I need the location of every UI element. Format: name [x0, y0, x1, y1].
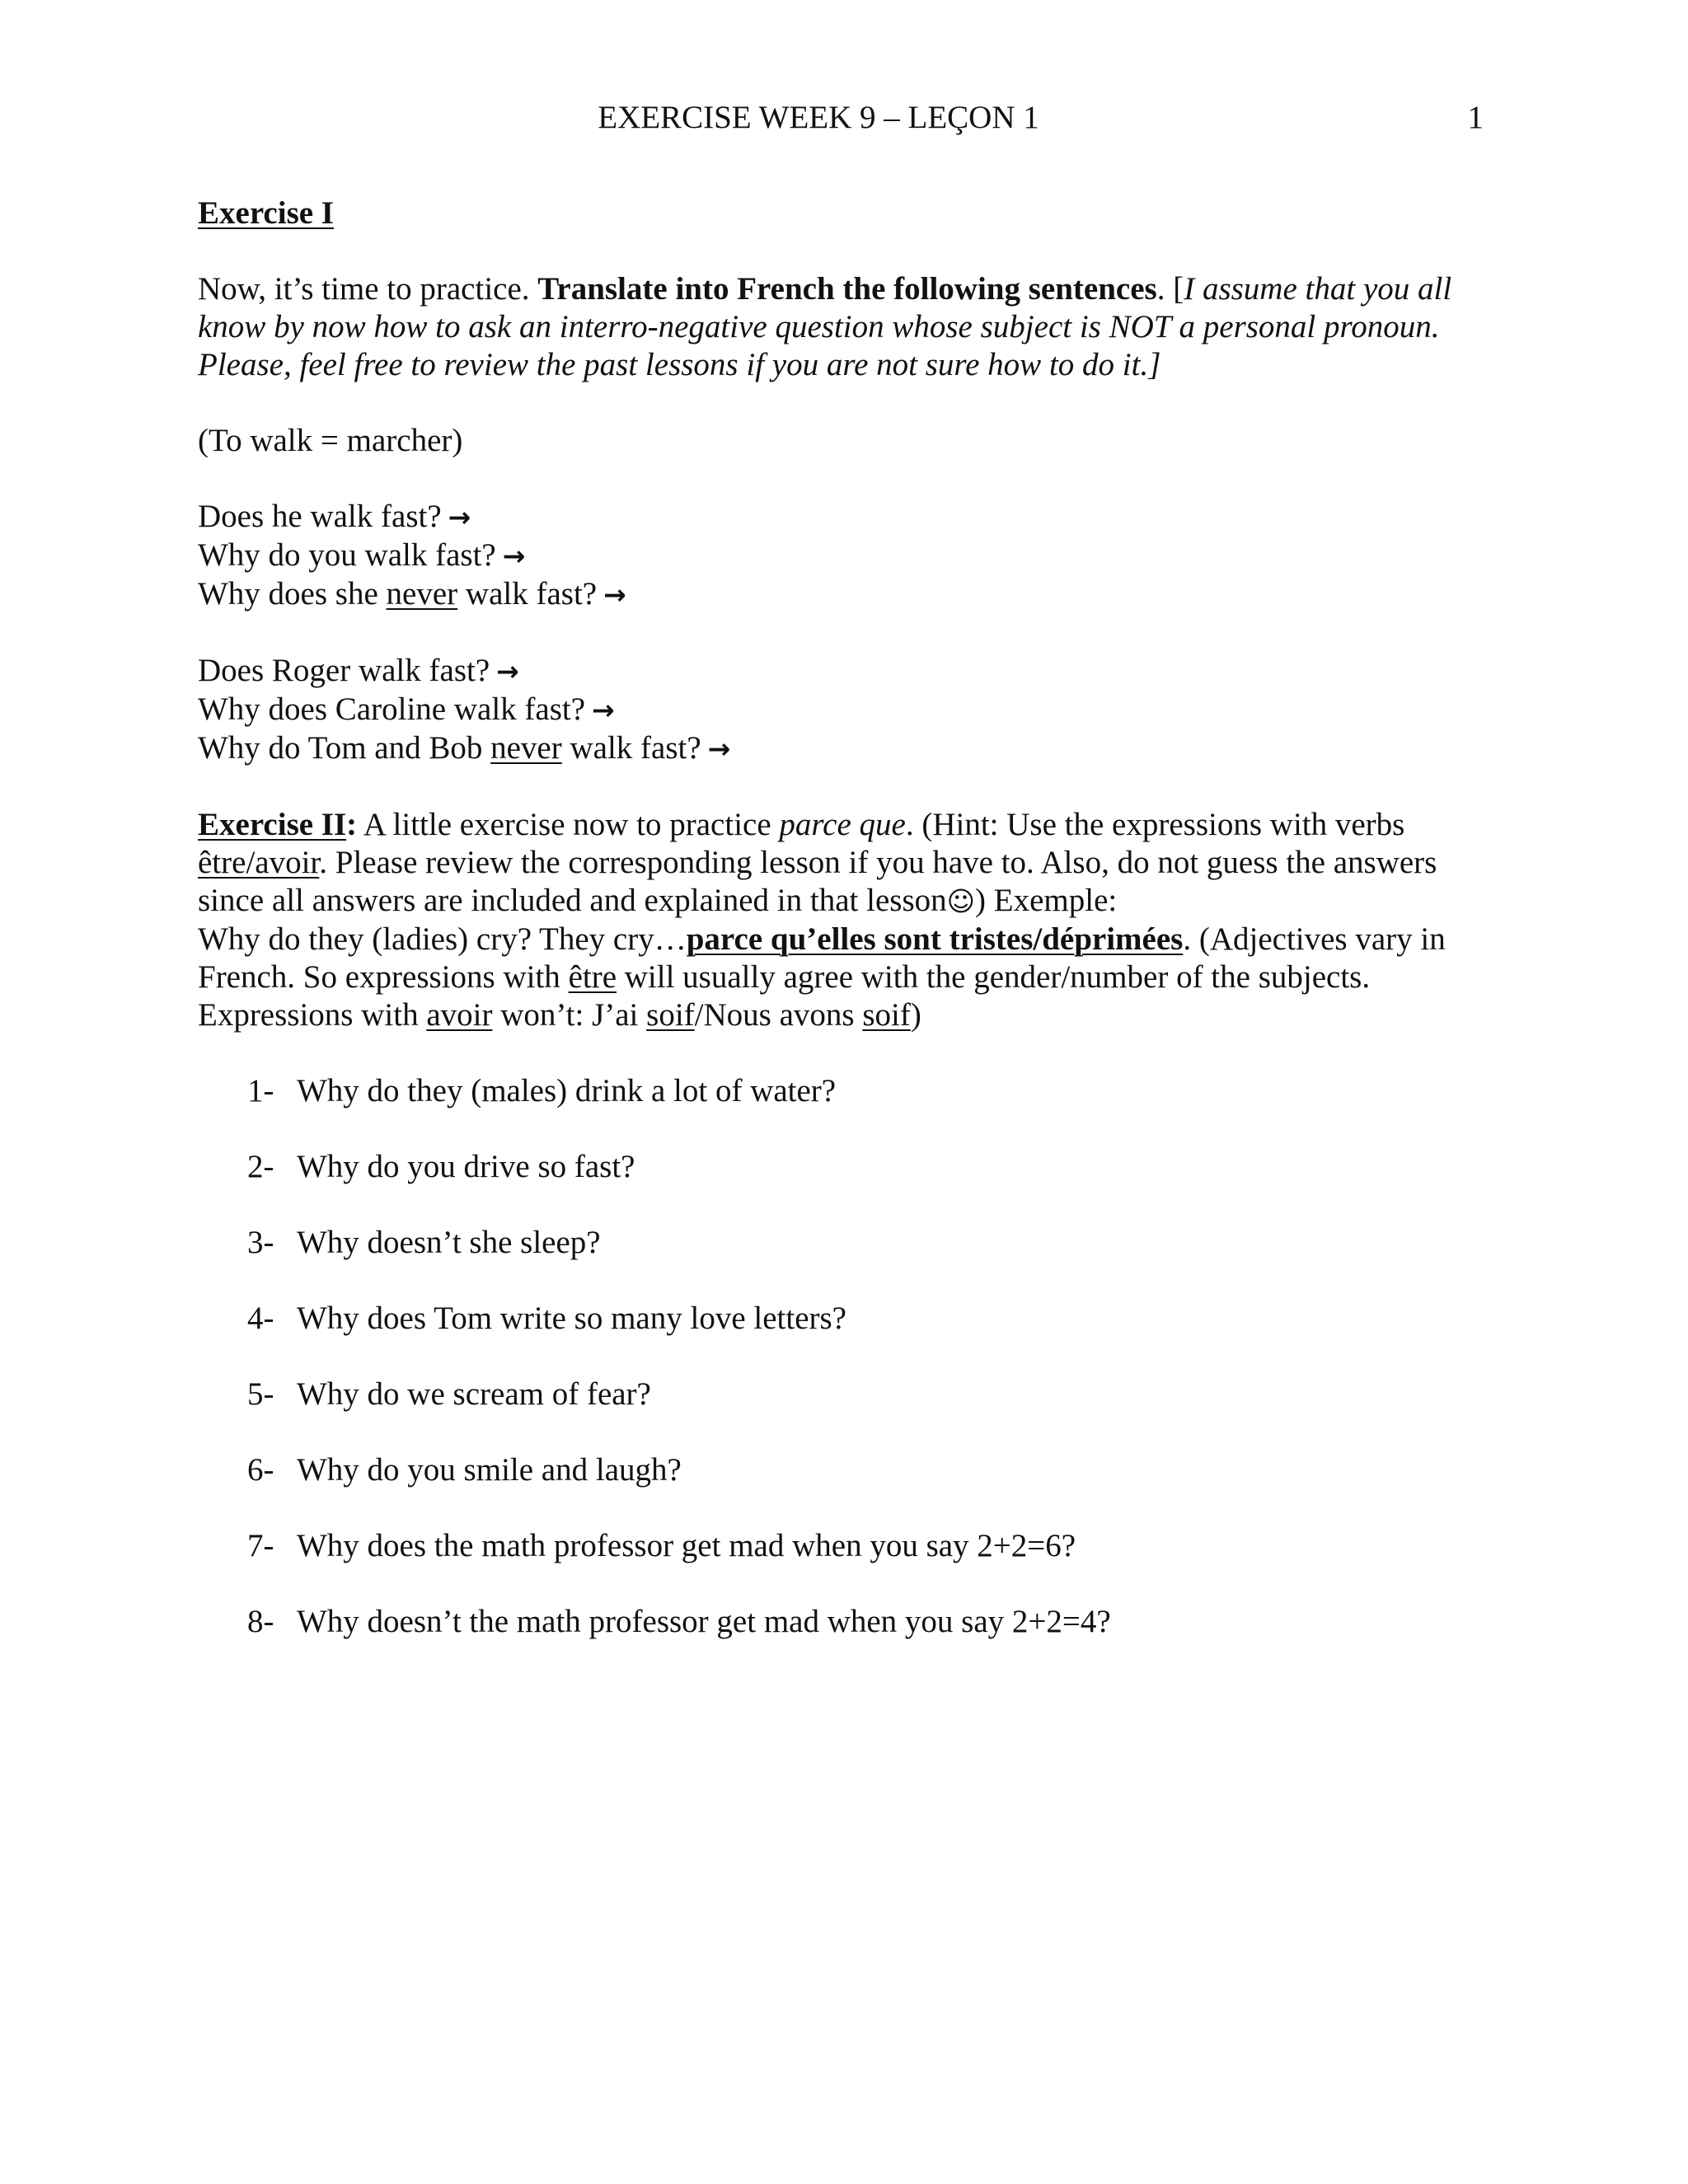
example-question: Why do they (ladies) cry? They cry…: [198, 921, 687, 957]
question-item: [198, 1603, 1500, 1641]
sentence-text-end: walk fast?: [457, 576, 598, 612]
question-list: [198, 1072, 1500, 1641]
right-arrow-icon: →: [496, 655, 519, 687]
question-item: [198, 1224, 1500, 1262]
sentence-text: Why do Tom and Bob: [198, 730, 491, 766]
question-number: 3-: [247, 1225, 274, 1260]
page-header-title: EXERCISE WEEK 9 – LEÇON 1: [598, 100, 1039, 135]
right-arrow-icon: →: [448, 501, 471, 533]
instructions-italic-note: I assume that you all know by now how to ask an interro-negative question whose subject is NOT a personal pronoun. Please, feel free to review the past lessons if you are not sure how to do it.]: [198, 271, 1452, 382]
sentence-text: Does Roger walk fast?: [198, 653, 490, 688]
example-avoir: avoir: [426, 997, 493, 1033]
exercise-2-parce-que: parce que: [779, 807, 906, 842]
question-number: 5-: [247, 1376, 274, 1412]
document-body: [198, 194, 1500, 1679]
exercise-2-text-4: ) Exemple:: [975, 883, 1118, 918]
instructions-intro: Now, it’s time to practice.: [198, 271, 538, 307]
exercise-2-paragraph: [198, 806, 1500, 1034]
example-answer: parce qu’elles sont tristes/déprimées: [686, 921, 1184, 957]
sentence-line: [198, 729, 1500, 768]
example-text-4: /Nous avons: [694, 997, 863, 1033]
question-number: 2-: [247, 1149, 274, 1184]
sentence-underlined-word: never: [386, 576, 458, 612]
question-text: Why does the math professor get mad when you say 2+2=6?: [297, 1528, 1076, 1563]
exercise-1-instructions: [198, 270, 1500, 384]
question-text: Why do you smile and laugh?: [297, 1452, 682, 1488]
example-text-3: won’t: J’ai: [492, 997, 647, 1033]
right-arrow-icon: →: [592, 694, 615, 726]
sentence-text: Why do you walk fast?: [198, 537, 496, 573]
exercise-2-text-2: . (Hint: Use the expressions with verbs: [905, 807, 1405, 842]
instructions-bracket: . [: [1156, 271, 1184, 307]
sentence-text: Does he walk fast?: [198, 499, 442, 534]
question-text: Why doesn’t she sleep?: [297, 1225, 601, 1260]
example-etre: être: [568, 959, 617, 995]
right-arrow-icon: →: [603, 579, 626, 611]
question-text: Why do we scream of fear?: [297, 1376, 651, 1412]
example-soif-2: soif: [862, 997, 911, 1033]
exercise-1-heading-text: Exercise I: [198, 195, 334, 231]
question-text: Why does Tom write so many love letters?: [297, 1301, 846, 1336]
sentence-line: [198, 691, 1500, 729]
question-number: 8-: [247, 1604, 274, 1639]
question-item: [198, 1451, 1500, 1489]
sentence-line: [198, 498, 1500, 537]
sentence-text: Why does Caroline walk fast?: [198, 691, 586, 727]
sentence-group-2: [198, 652, 1500, 768]
question-text: Why do you drive so fast?: [297, 1149, 635, 1184]
sentence-line: [198, 652, 1500, 691]
question-item: [198, 1148, 1500, 1186]
exercise-2-heading: Exercise II: [198, 807, 347, 842]
exercise-2-text-3: . Please review the corresponding lesson if you have to. Also, do not guess the answers since all answers are included and explained in that lesson: [198, 845, 1437, 918]
exercise-2-etre-avoir: être/avoir: [198, 845, 320, 880]
example-text-2: will usually agree with the gender/number of the subjects. Expressions with: [198, 959, 1371, 1033]
question-item: [198, 1300, 1500, 1338]
page-number: 1: [1467, 100, 1484, 135]
example-text-1: . (Adjectives vary in French. So expressions with: [198, 921, 1446, 995]
exercise-1-heading: [198, 194, 1500, 232]
question-item: [198, 1527, 1500, 1565]
vocabulary-note: (To walk = marcher): [198, 423, 463, 458]
sentence-text: Why does she: [198, 576, 387, 612]
question-number: 4-: [247, 1301, 274, 1336]
example-text-5: ): [910, 997, 921, 1033]
sentence-line: [198, 537, 1500, 575]
right-arrow-icon: →: [502, 540, 526, 572]
question-text: Why do they (males) drink a lot of water?: [297, 1073, 837, 1108]
sentence-line: [198, 575, 1500, 614]
smiley-icon: ☺: [946, 885, 976, 917]
example-soif-1: soif: [646, 997, 695, 1033]
question-item: [198, 1376, 1500, 1413]
question-number: 7-: [247, 1528, 274, 1563]
sentence-text-end: walk fast?: [561, 730, 701, 766]
exercise-2-heading-colon: :: [346, 807, 358, 842]
question-item: [198, 1072, 1500, 1110]
sentence-underlined-word: never: [490, 730, 562, 766]
question-text: Why doesn’t the math professor get mad when you say 2+2=4?: [297, 1604, 1111, 1639]
sentence-group-1: [198, 498, 1500, 614]
question-number: 6-: [247, 1452, 274, 1488]
instructions-bold: Translate into French the following sentences: [537, 271, 1157, 307]
question-number: 1-: [247, 1073, 274, 1108]
right-arrow-icon: →: [707, 733, 731, 765]
exercise-2-text-1: A little exercise now to practice: [357, 807, 780, 842]
